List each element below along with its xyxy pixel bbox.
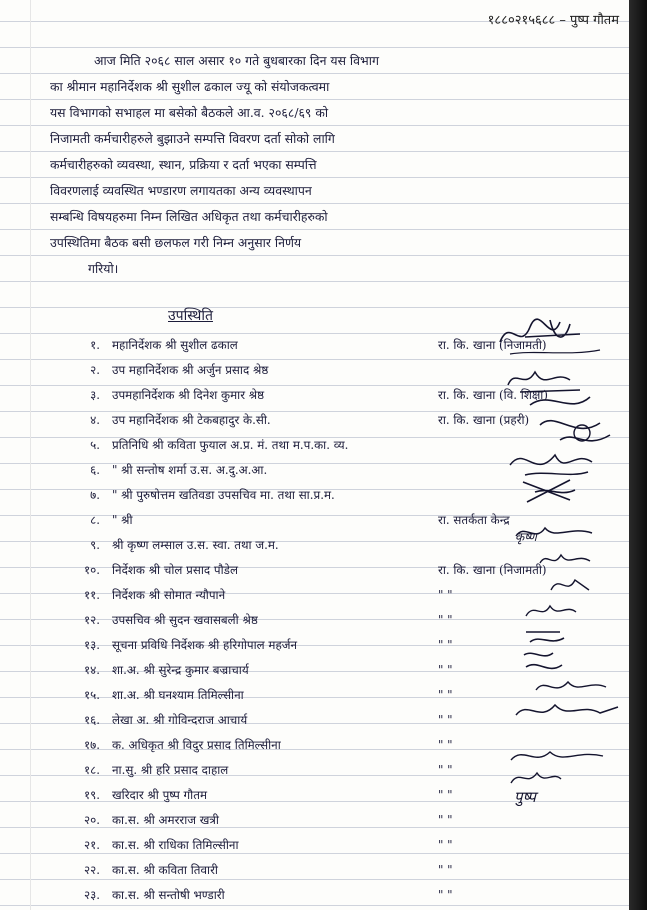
attendee-name: खरिदार श्री पुष्प गौतम bbox=[112, 788, 208, 802]
attendee-department: " " bbox=[438, 638, 453, 652]
attendee-department: रा. कि. खाना (वि. शिक्षा) bbox=[438, 388, 548, 402]
attendee-department: रा. सतर्कता केन्द्र bbox=[438, 513, 510, 527]
attendee-name: श्री कृष्ण लम्साल उ.स. स्वा. तथा ज.म. bbox=[112, 538, 279, 552]
attendee-row bbox=[50, 608, 580, 633]
attendee-row bbox=[50, 683, 580, 708]
attendee-name: क. अधिकृत श्री विदुर प्रसाद तिमिल्सीना bbox=[112, 738, 281, 752]
attendee-number: १०. bbox=[83, 563, 100, 577]
attendee-name: शा.अ. श्री घनश्याम तिमिल्सीना bbox=[112, 688, 244, 702]
paragraph-line: यस विभागको सभाहल मा बसेको बैठकले आ.व. २०६८/६९ को bbox=[50, 105, 329, 120]
attendee-name: सूचना प्रविधि निर्देशक श्री हरिगोपाल महर्जन bbox=[112, 638, 298, 652]
attendee-department: " " bbox=[438, 838, 453, 852]
attendee-name: का.स. श्री राधिका तिमिल्सीना bbox=[112, 838, 239, 852]
attendee-number: १९. bbox=[83, 788, 100, 802]
attendee-number: १. bbox=[90, 338, 100, 352]
attendee-row bbox=[50, 783, 580, 808]
attendee-number: ३. bbox=[90, 388, 100, 402]
paragraph-line: विवरणलाई व्यवस्थित भण्डारण लगायतका अन्य व्यवस्थापन bbox=[50, 183, 312, 198]
attendee-row bbox=[50, 858, 580, 883]
attendee-row bbox=[50, 483, 580, 508]
paragraph-line: कर्मचारीहरुको व्यवस्था, स्थान, प्रक्रिया र दर्ता भएका सम्पत्ति bbox=[50, 157, 317, 172]
attendee-number: २०. bbox=[83, 813, 100, 827]
attendee-number: ८. bbox=[90, 513, 100, 527]
attendee-name: शा.अ. श्री सुरेन्द्र कुमार बज्राचार्य bbox=[112, 663, 249, 677]
attendee-row bbox=[50, 558, 580, 583]
attendee-name: का.स. श्री सन्तोषी भण्डारी bbox=[112, 888, 225, 902]
attendee-row bbox=[50, 808, 580, 833]
signature-19: पुष्प bbox=[514, 788, 536, 806]
attendee-number: ६. bbox=[90, 463, 100, 477]
attendee-number: ९. bbox=[90, 538, 100, 552]
paragraph-line: का श्रीमान महानिर्देशक श्री सुशील ढकाल ज्यू को संयोजकत्वमा bbox=[50, 79, 330, 94]
paragraph-line: निजामती कर्मचारीहरुले बुझाउने सम्पत्ति विवरण दर्ता सोको लागि bbox=[50, 131, 335, 146]
attendance-heading: उपस्थिति bbox=[168, 308, 213, 324]
attendee-name: " श्री सन्तोष शर्मा उ.स. अ.दु.अ.आ. bbox=[112, 463, 268, 477]
attendee-row bbox=[50, 633, 580, 658]
attendee-name: महानिर्देशक श्री सुशील ढकाल bbox=[112, 338, 238, 352]
paragraph-line: आज मिति २०६८ साल असार १० गते बुधबारका दिन यस विभाग bbox=[94, 53, 379, 68]
attendee-number: १७. bbox=[83, 738, 100, 752]
attendee-name: का.स. श्री अमरराज खत्री bbox=[112, 813, 219, 827]
attendee-number: २. bbox=[90, 363, 100, 377]
attendee-department: " " bbox=[438, 713, 453, 727]
attendee-number: ११. bbox=[83, 588, 100, 602]
attendee-department: रा. कि. खाना (निजामती) bbox=[438, 563, 547, 577]
attendee-department: " " bbox=[438, 813, 453, 827]
binding-margin-line bbox=[30, 0, 31, 910]
paragraph-line: उपस्थितिमा बैठक बसी छलफल गरी निम्न अनुसार निर्णय bbox=[50, 235, 302, 250]
attendee-row bbox=[50, 758, 580, 783]
attendee-department: " " bbox=[438, 763, 453, 777]
attendee-name: उपमहानिर्देशक श्री दिनेश कुमार श्रेष्ठ bbox=[112, 388, 265, 402]
attendee-name: लेखा अ. श्री गोविन्दराज आचार्य bbox=[112, 713, 248, 727]
attendee-row bbox=[50, 658, 580, 683]
attendee-department: रा. कि. खाना (निजामती) bbox=[438, 338, 547, 352]
attendee-number: २३. bbox=[83, 888, 100, 902]
minutes-paragraph bbox=[50, 48, 615, 282]
attendee-row bbox=[50, 533, 580, 558]
attendee-number: २२. bbox=[83, 863, 100, 877]
attendee-department: " " bbox=[438, 588, 453, 602]
attendee-department: " " bbox=[438, 788, 453, 802]
attendee-name: का.स. श्री कविता तिवारी bbox=[112, 863, 218, 877]
attendee-name: " श्री पुरुषोत्तम खतिवडा उपसचिव मा. तथा सा.प्र.म. bbox=[112, 488, 335, 502]
attendee-name: निर्देशक श्री सोमात न्यौपाने bbox=[112, 588, 226, 602]
attendee-number: १५. bbox=[83, 688, 100, 702]
attendee-row bbox=[50, 883, 580, 908]
signature-1 bbox=[490, 312, 610, 362]
attendee-name: निर्देशक श्री चोल प्रसाद पौडेल bbox=[112, 563, 238, 577]
attendee-number: १८. bbox=[83, 763, 100, 777]
signature-5 bbox=[515, 472, 585, 507]
attendee-department: " " bbox=[438, 863, 453, 877]
attendee-name: उप महानिर्देशक श्री टेकबहादुर के.सी. bbox=[112, 413, 271, 427]
paragraph-line: गरियो। bbox=[88, 261, 119, 276]
attendee-department: " " bbox=[438, 663, 453, 677]
attendee-department: " " bbox=[438, 613, 453, 627]
attendee-number: १३. bbox=[83, 638, 100, 652]
attendee-number: १४. bbox=[83, 663, 100, 677]
attendee-number: १२. bbox=[83, 613, 100, 627]
attendee-number: ७. bbox=[90, 488, 100, 502]
attendee-number: २१. bbox=[83, 838, 100, 852]
attendee-row bbox=[50, 708, 580, 733]
attendee-row bbox=[50, 833, 580, 858]
attendee-name: उप महानिर्देशक श्री अर्जुन प्रसाद श्रेष्ठ bbox=[112, 363, 269, 377]
attendee-name: " श्री bbox=[112, 513, 133, 527]
attendee-row bbox=[50, 733, 580, 758]
attendance-list bbox=[50, 333, 580, 908]
attendee-name: प्रतिनिधि श्री कविता फुयाल अ.प्र. मं. तथा म.प.का. व्य. bbox=[112, 438, 349, 452]
attendee-number: ४. bbox=[90, 413, 100, 427]
attendee-number: १६. bbox=[83, 713, 100, 727]
paragraph-line: सम्बन्धि विषयहरुमा निम्न लिखित अधिकृत तथा कर्मचारीहरुको bbox=[50, 209, 328, 224]
attendee-department: रा. कि. खाना (प्रहरी) bbox=[438, 413, 530, 427]
reference-number: १८८०२१५६८८ – पुष्प गौतम bbox=[487, 13, 619, 28]
attendee-row bbox=[50, 408, 580, 433]
attendee-name: ना.सु. श्री हरि प्रसाद दाहाल bbox=[112, 763, 229, 777]
signature-9-mark: कृष्ण bbox=[515, 530, 537, 544]
attendee-row bbox=[50, 583, 580, 608]
signature-16 bbox=[510, 695, 625, 730]
attendee-name: उपसचिव श्री सुदन खवासबली श्रेष्ठ bbox=[112, 613, 258, 627]
dark-scan-edge bbox=[629, 0, 647, 910]
attendee-number: ५. bbox=[90, 438, 100, 452]
attendee-department: " " bbox=[438, 888, 453, 902]
attendee-department: " " bbox=[438, 738, 453, 752]
attendee-department: " " bbox=[438, 688, 453, 702]
attendee-row bbox=[50, 508, 580, 533]
